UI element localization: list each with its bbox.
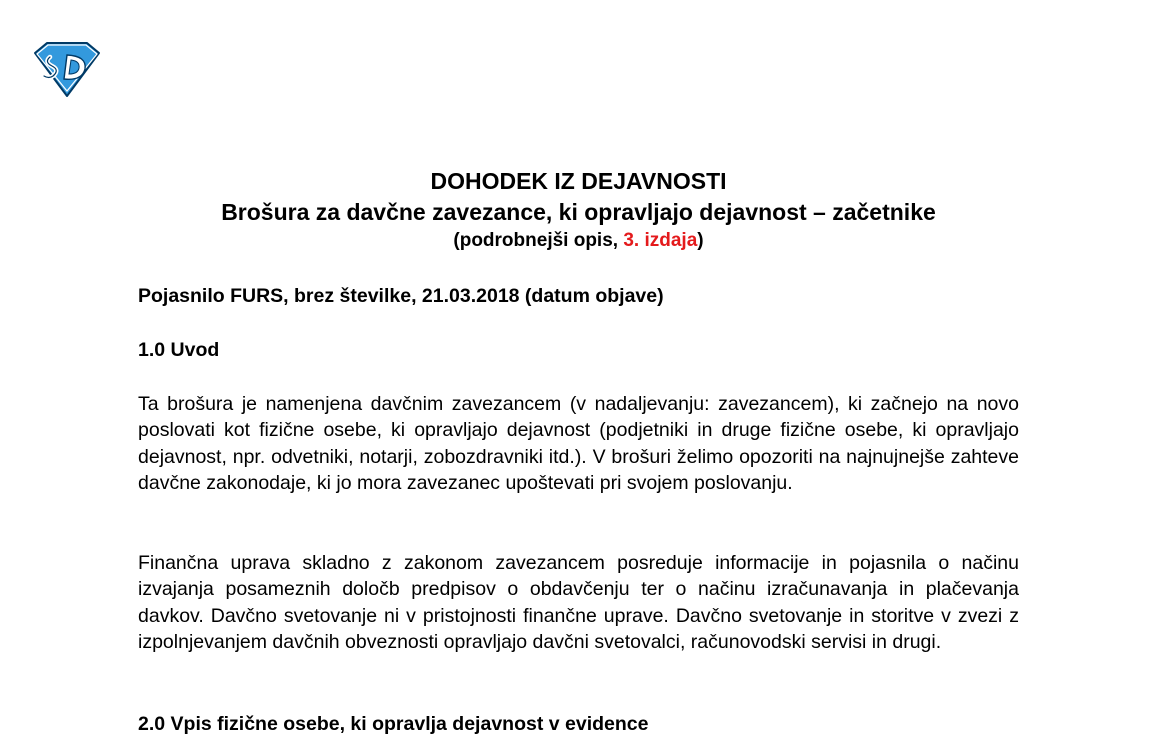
document-subtitle: Brošura za davčne zavezance, ki opravljajo dejavnost – začetnike — [221, 199, 936, 225]
diamond-shield-logo-icon — [31, 41, 103, 99]
edition-suffix: ) — [697, 230, 704, 251]
edition-number: 3. izdaja — [623, 230, 698, 251]
document-edition-line — [0, 229, 1157, 253]
section-2-heading: 2.0 Vpis fizične osebe, ki opravlja dejavnost v evidence — [138, 713, 649, 735]
paragraph-intro: Ta brošura je namenjena davčnim zavezancem (v nadaljevanju: zavezancem), ki začnejo na novo poslovati kot fizične osebe, ki opravljajo dejavnost (podjetniki in druge fizične osebe, ki opravljajo dejavnost, npr. odvetniki, notarji, zobozdravniki itd.). V brošuri želimo opozoriti na najnujnejše zahteve davčne zakonodaje, ki jo mora zavezanec upoštevati pri svojem poslovanju. — [138, 393, 1019, 494]
paragraph-financial-administration: Finančna uprava skladno z zakonom zavezancem posreduje informacije in pojasnila o načinu izvajanja posameznih določb predpisov o obdavčenju ter o načinu izračunavanja in plačevanja davkov. Davčno svetovanje ni v pristojnosti finančne uprave. Davčno svetovanje in storitve v zvezi z izpolnjevanjem davčnih obveznosti opravljajo davčni svetovalci, računovodski servisi in drugi. — [138, 552, 1019, 653]
edition-prefix: (podrobnejši opis, — [453, 230, 624, 251]
document-title-block — [0, 166, 1157, 253]
document-title: DOHODEK IZ DEJAVNOSTI — [430, 168, 727, 194]
source-line: Pojasnilo FURS, brez številke, 21.03.2018 (datum objave) — [138, 285, 664, 307]
section-1-heading: 1.0 Uvod — [138, 339, 220, 361]
